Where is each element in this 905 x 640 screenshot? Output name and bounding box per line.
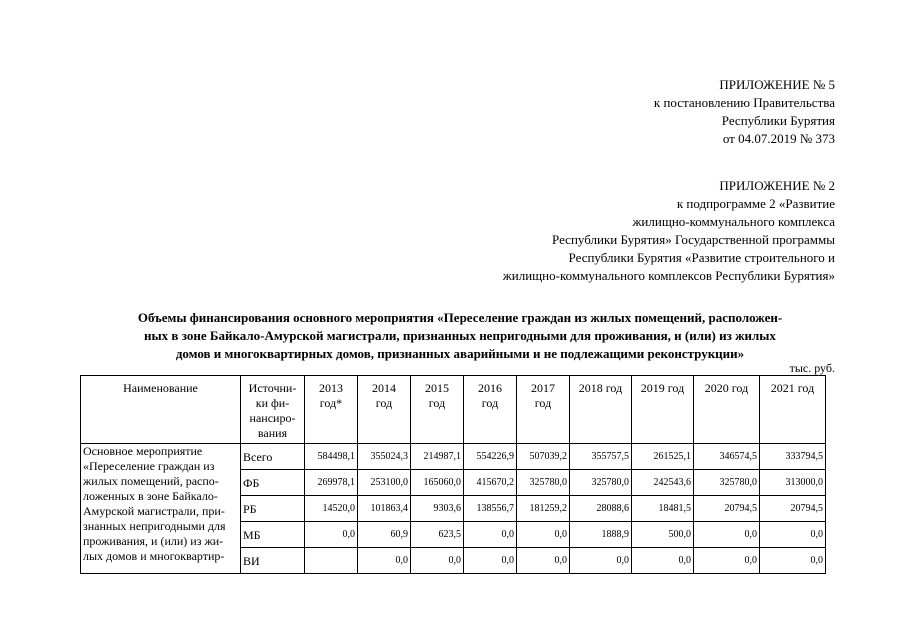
value-cell: 9303,6 (411, 496, 464, 522)
value-cell: 0,0 (632, 548, 694, 574)
measure-name-line: проживания, и (или) из жи- (83, 534, 224, 548)
measure-name-line: Основное мероприятие (83, 444, 203, 458)
value-cell: 18481,5 (632, 496, 694, 522)
header-source-line-3: нансиро- (249, 411, 296, 425)
appendix-2-line-1: к подпрограмме 2 «Развитие (676, 196, 835, 211)
header-2014-year: 2014 (372, 381, 396, 395)
document-title-line-2: ных в зоне Байкало-Амурской магистрали, признанных непригодными для проживания, и (или) из жилых (144, 328, 776, 343)
value-cell: 0,0 (305, 522, 358, 548)
value-cell: 333794,5 (760, 444, 826, 470)
value-cell: 28088,6 (570, 496, 632, 522)
measure-name-line: ложенных в зоне Байкало- (83, 489, 218, 503)
appendix-2-line-2: жилищно-коммунального комплекса (632, 214, 835, 229)
appendix-2-line-3: Республики Бурятия» Государственной программы (552, 232, 835, 247)
value-cell: 0,0 (694, 548, 760, 574)
header-2015 (411, 376, 464, 444)
value-cell: 0,0 (760, 548, 826, 574)
header-name: Наименование (81, 376, 241, 444)
value-cell: 0,0 (570, 548, 632, 574)
header-2013-unit: год* (319, 396, 343, 410)
header-source-line-2: ки фи- (255, 396, 290, 410)
appendix-5-header (654, 76, 835, 148)
value-cell: 269978,1 (305, 470, 358, 496)
header-2016-year: 2016 (478, 381, 502, 395)
table-row-total (81, 444, 826, 470)
header-2014 (358, 376, 411, 444)
measure-name-line: лых домов и многоквартир- (83, 549, 225, 563)
value-cell: 20794,5 (760, 496, 826, 522)
source-cell: ВИ (241, 548, 305, 574)
header-2016-unit: год (481, 396, 499, 410)
source-cell: МБ (241, 522, 305, 548)
value-cell: 214987,1 (411, 444, 464, 470)
appendix-5-line-3: от 04.07.2019 № 373 (722, 131, 835, 146)
value-cell: 14520,0 (305, 496, 358, 522)
source-cell: РБ (241, 496, 305, 522)
header-2019: 2019 год (632, 376, 694, 444)
appendix-2-line-4: Республики Бурятия «Развитие строительного и (568, 250, 835, 265)
value-cell: 507039,2 (517, 444, 570, 470)
header-source-line-1: Источни- (248, 381, 297, 395)
header-2017-year: 2017 (531, 381, 555, 395)
value-cell: 0,0 (517, 548, 570, 574)
value-cell: 165060,0 (411, 470, 464, 496)
value-cell (305, 548, 358, 574)
appendix-2-line-5: жилищно-коммунального комплексов Республики Бурятия» (502, 268, 835, 283)
value-cell: 181259,2 (517, 496, 570, 522)
value-cell: 138556,7 (464, 496, 517, 522)
value-cell: 242543,6 (632, 470, 694, 496)
value-cell: 253100,0 (358, 470, 411, 496)
value-cell: 0,0 (464, 548, 517, 574)
header-2017-unit: год (534, 396, 552, 410)
value-cell: 355757,5 (570, 444, 632, 470)
value-cell: 355024,3 (358, 444, 411, 470)
appendix-5-line-1: к постановлению Правительства (653, 95, 835, 110)
measure-name-line: Амурской магистрали, при- (83, 504, 225, 518)
header-2021: 2021 год (760, 376, 826, 444)
document-title-line-3: домов и многоквартирных домов, признанных аварийными и не подлежащими реконструкции» (175, 346, 745, 361)
header-2014-unit: год (375, 396, 393, 410)
measure-name-cell (81, 444, 241, 574)
table-header-row (81, 376, 826, 444)
measure-name-line: жилых помещений, распо- (83, 474, 219, 488)
header-2013 (305, 376, 358, 444)
value-cell: 500,0 (632, 522, 694, 548)
value-cell: 623,5 (411, 522, 464, 548)
value-cell: 346574,5 (694, 444, 760, 470)
financing-table (80, 375, 826, 574)
appendix-5-title: ПРИЛОЖЕНИЕ № 5 (719, 77, 835, 92)
header-2015-year: 2015 (425, 381, 449, 395)
header-2018: 2018 год (570, 376, 632, 444)
appendix-5-line-2: Республики Бурятия (721, 113, 835, 128)
header-2016 (464, 376, 517, 444)
document-title (80, 309, 840, 363)
header-2017 (517, 376, 570, 444)
value-cell: 554226,9 (464, 444, 517, 470)
document-title-line-1: Объемы финансирования основного мероприятия «Переселение граждан из жилых помещений, расположен- (137, 310, 783, 325)
value-cell: 325780,0 (570, 470, 632, 496)
units-label: тыс. руб. (789, 361, 835, 375)
value-cell: 415670,2 (464, 470, 517, 496)
value-cell: 0,0 (358, 548, 411, 574)
measure-name-line: «Переселение граждан из (83, 459, 215, 473)
value-cell: 0,0 (694, 522, 760, 548)
value-cell: 325780,0 (694, 470, 760, 496)
value-cell: 0,0 (464, 522, 517, 548)
value-cell: 20794,5 (694, 496, 760, 522)
value-cell: 0,0 (411, 548, 464, 574)
value-cell: 313000,0 (760, 470, 826, 496)
value-cell: 1888,9 (570, 522, 632, 548)
value-cell: 101863,4 (358, 496, 411, 522)
source-cell: Всего (241, 444, 305, 470)
value-cell: 261525,1 (632, 444, 694, 470)
header-2013-year: 2013 (319, 381, 343, 395)
value-cell: 60,9 (358, 522, 411, 548)
source-cell: ФБ (241, 470, 305, 496)
header-2015-unit: год (428, 396, 446, 410)
appendix-2-title: ПРИЛОЖЕНИЕ № 2 (719, 178, 835, 193)
header-source (241, 376, 305, 444)
header-2020: 2020 год (694, 376, 760, 444)
measure-name-line: знанных непригодными для (83, 519, 226, 533)
appendix-2-header (503, 177, 835, 285)
value-cell: 0,0 (760, 522, 826, 548)
value-cell: 0,0 (517, 522, 570, 548)
header-source-line-4: вания (257, 426, 288, 440)
value-cell: 325780,0 (517, 470, 570, 496)
value-cell: 584498,1 (305, 444, 358, 470)
